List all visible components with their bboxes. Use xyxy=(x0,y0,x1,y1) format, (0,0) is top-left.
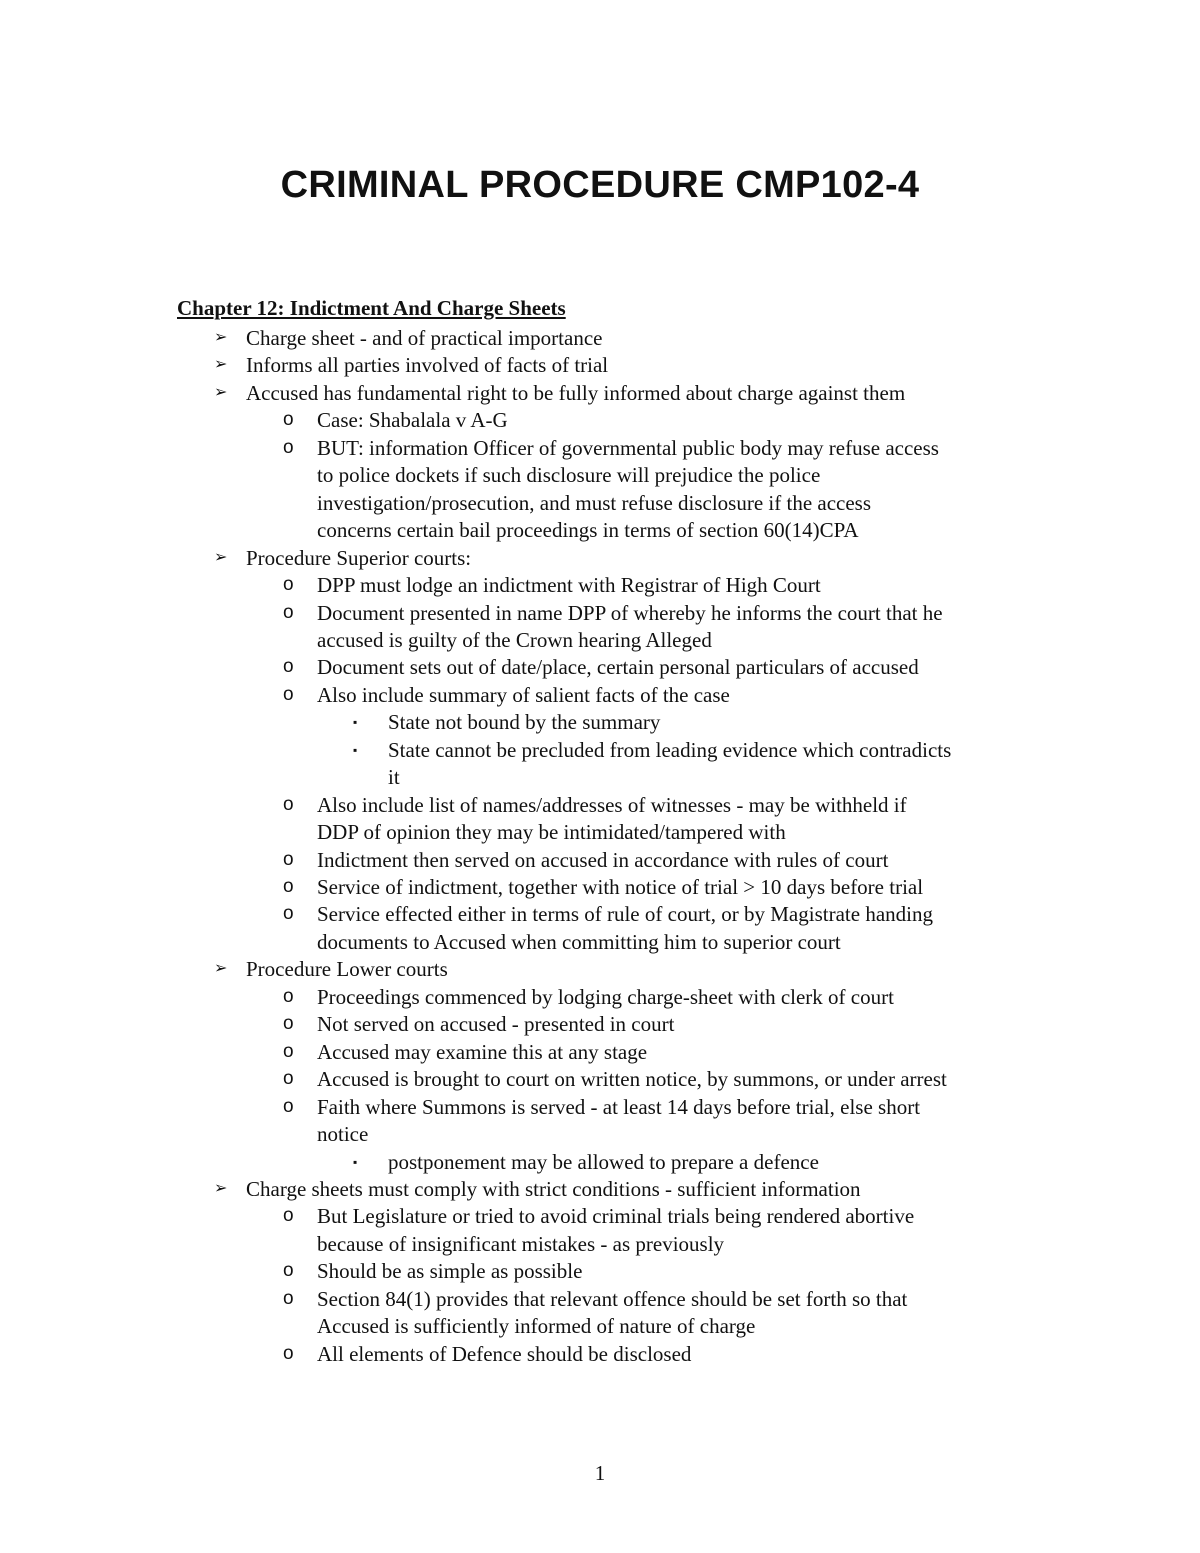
circle-bullet-icon: o xyxy=(283,1041,294,1062)
list-item-text: State cannot be precluded from leading evidence which contradicts xyxy=(388,738,952,762)
arrow-bullet-icon: ➢ xyxy=(214,356,228,373)
list-item-text: Informs all parties involved of facts of trial xyxy=(246,353,609,377)
list-item-text: Service effected either in terms of rule of court, or by Magistrate handing xyxy=(317,902,933,926)
circle-bullet-icon: o xyxy=(283,903,294,924)
circle-bullet-icon: o xyxy=(283,876,294,897)
list-item-text: Procedure Superior courts: xyxy=(246,546,472,570)
list-item-text: All elements of Defence should be disclosed xyxy=(317,1342,692,1366)
square-bullet-icon: ▪ xyxy=(353,1155,358,1169)
circle-bullet-icon: o xyxy=(283,1288,294,1309)
list-item-text: investigation/prosecution, and must refuse disclosure if the access xyxy=(317,491,872,515)
circle-bullet-icon: o xyxy=(283,437,294,458)
list-item-text: accused is guilty of the Crown hearing Alleged xyxy=(317,628,712,652)
list-item-text: DPP must lodge an indictment with Registrar of High Court xyxy=(317,573,821,597)
arrow-bullet-icon: ➢ xyxy=(214,1180,228,1197)
arrow-bullet-icon: ➢ xyxy=(214,960,228,977)
list-item-text: Accused is brought to court on written notice, by summons, or under arrest xyxy=(317,1067,947,1091)
list-item-text: Indictment then served on accused in accordance with rules of court xyxy=(317,848,889,872)
list-item-text: Accused has fundamental right to be fully informed about charge against them xyxy=(246,381,906,405)
circle-bullet-icon: o xyxy=(283,1013,294,1034)
list-item-text: DDP of opinion they may be intimidated/tampered with xyxy=(317,820,786,844)
circle-bullet-icon: o xyxy=(283,656,294,677)
square-bullet-icon: ▪ xyxy=(353,743,358,757)
circle-bullet-icon: o xyxy=(283,1260,294,1281)
list-item-text: postponement may be allowed to prepare a defence xyxy=(388,1150,819,1174)
list-item-text: State not bound by the summary xyxy=(388,710,661,734)
list-item-text: Also include summary of salient facts of the case xyxy=(317,683,730,707)
document-title: CRIMINAL PROCEDURE CMP102-4 xyxy=(280,164,920,206)
chapter-heading: Chapter 12: Indictment And Charge Sheets xyxy=(177,296,566,320)
list-item-text: Faith where Summons is served - at least 14 days before trial, else short xyxy=(317,1095,921,1119)
circle-bullet-icon: o xyxy=(283,602,294,623)
list-item-text: Charge sheet - and of practical importance xyxy=(246,326,603,350)
list-item-text: Also include list of names/addresses of witnesses - may be withheld if xyxy=(317,793,907,817)
list-item-text: Procedure Lower courts xyxy=(246,957,448,981)
circle-bullet-icon: o xyxy=(283,574,294,595)
list-item-text: Proceedings commenced by lodging charge-sheet with clerk of court xyxy=(317,985,894,1009)
list-item-text: documents to Accused when committing him to superior court xyxy=(317,930,841,954)
arrow-bullet-icon: ➢ xyxy=(214,329,228,346)
list-item-text: Charge sheets must comply with strict conditions - sufficient information xyxy=(246,1177,861,1201)
circle-bullet-icon: o xyxy=(283,409,294,430)
list-item-text: Not served on accused - presented in court xyxy=(317,1012,675,1036)
square-bullet-icon: ▪ xyxy=(353,715,358,729)
list-item-text: Service of indictment, together with notice of trial > 10 days before trial xyxy=(317,875,924,899)
list-item-text: because of insignificant mistakes - as previously xyxy=(317,1232,725,1256)
circle-bullet-icon: o xyxy=(283,794,294,815)
list-item-text: concerns certain bail proceedings in terms of section 60(14)CPA xyxy=(317,518,859,542)
list-item-text: Document presented in name DPP of whereby he informs the court that he xyxy=(317,601,943,625)
list-item-text: Document sets out of date/place, certain personal particulars of accused xyxy=(317,655,919,679)
page-number: 1 xyxy=(594,1461,606,1485)
list-item-text: BUT: information Officer of governmental public body may refuse access xyxy=(317,436,939,460)
list-item-text: But Legislature or tried to avoid criminal trials being rendered abortive xyxy=(317,1204,915,1228)
list-item-text: Should be as simple as possible xyxy=(317,1259,583,1283)
list-item-text: Accused may examine this at any stage xyxy=(317,1040,648,1064)
circle-bullet-icon: o xyxy=(283,1096,294,1117)
list-item-text: Accused is sufficiently informed of nature of charge xyxy=(317,1314,756,1338)
circle-bullet-icon: o xyxy=(283,1205,294,1226)
list-item-text: notice xyxy=(317,1122,369,1146)
circle-bullet-icon: o xyxy=(283,684,294,705)
arrow-bullet-icon: ➢ xyxy=(214,549,228,566)
circle-bullet-icon: o xyxy=(283,1343,294,1364)
list-item-text: it xyxy=(388,765,400,789)
list-item-text: Section 84(1) provides that relevant offence should be set forth so that xyxy=(317,1287,908,1311)
circle-bullet-icon: o xyxy=(283,986,294,1007)
list-item-text: Case: Shabalala v A-G xyxy=(317,408,508,432)
arrow-bullet-icon: ➢ xyxy=(214,384,228,401)
circle-bullet-icon: o xyxy=(283,849,294,870)
circle-bullet-icon: o xyxy=(283,1068,294,1089)
list-item-text: to police dockets if such disclosure will prejudice the police xyxy=(317,463,821,487)
